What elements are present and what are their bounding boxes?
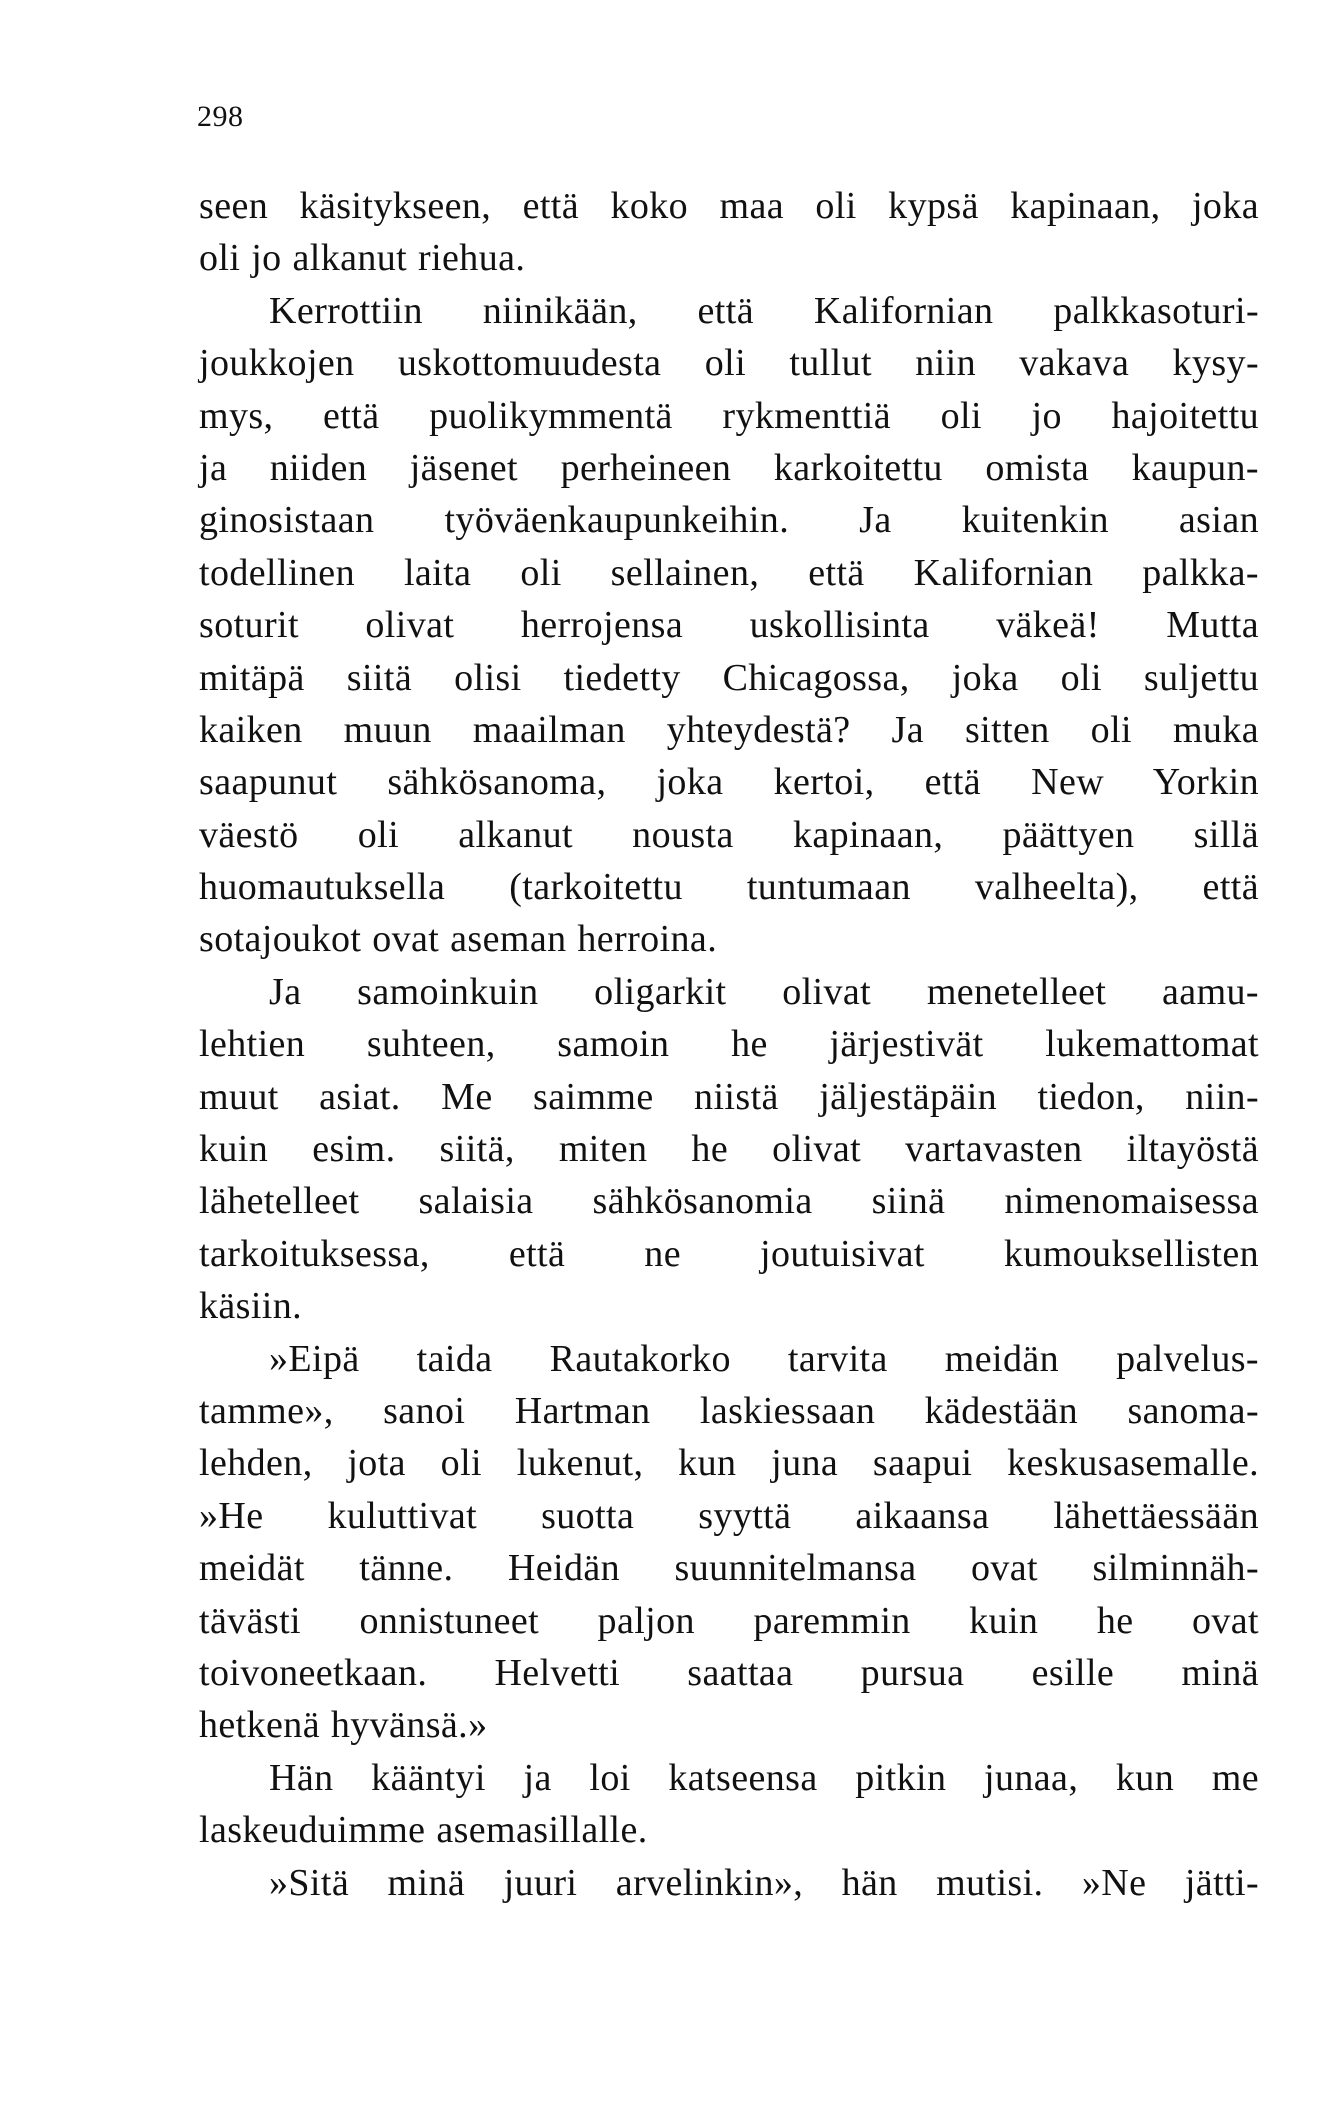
text-line: kaiken muun maailman yhteydestä? Ja sitten oli muka xyxy=(199,708,1259,751)
text-line: oli jo alkanut riehua. xyxy=(199,237,526,280)
text-line: todellinen laita oli sellainen, että Kalifornian palkka- xyxy=(199,551,1259,594)
text-line: lehden, jota oli lukenut, kun juna saapui keskusasemalle. xyxy=(199,1442,1259,1485)
text-line: mitäpä siitä olisi tiedetty Chicagossa, joka oli suljettu xyxy=(199,656,1259,699)
page-number: 298 xyxy=(197,100,244,133)
text-line: tamme», sanoi Hartman laskiessaan kädestään sanoma- xyxy=(199,1389,1259,1432)
text-line: »Eipä taida Rautakorko tarvita meidän palvelus- xyxy=(269,1337,1259,1380)
text-line: toivoneetkaan. Helvetti saattaa pursua esille minä xyxy=(199,1651,1259,1694)
text-line: ja niiden jäsenet perheineen karkoitettu omista kaupun- xyxy=(199,446,1259,489)
text-line: saapunut sähkösanoma, joka kertoi, että New Yorkin xyxy=(199,761,1259,804)
text-line: käsiin. xyxy=(199,1285,303,1328)
text-line: seen käsitykseen, että koko maa oli kypsä kapinaan, joka xyxy=(199,185,1259,227)
text-line: Hän kääntyi ja loi katseensa pitkin junaa, kun me xyxy=(269,1756,1259,1799)
text-line: tarkoituksessa, että ne joutuisivat kumouksellisten xyxy=(199,1232,1259,1275)
text-line: hetkenä hyvänsä.» xyxy=(199,1704,488,1747)
text-line: kuin esim. siitä, miten he olivat vartavasten iltayöstä xyxy=(199,1128,1259,1171)
text-line: väestö oli alkanut nousta kapinaan, päättyen sillä xyxy=(199,813,1259,856)
text-line: »He kuluttivat suotta syyttä aikaansa lähettäessään xyxy=(199,1494,1259,1537)
text-line: soturit olivat herrojensa uskollisinta väkeä! Mutta xyxy=(199,604,1259,647)
text-line: Ja samoinkuin oligarkit olivat menetelleet aamu- xyxy=(269,970,1259,1013)
text-line: meidät tänne. Heidän suunnitelmansa ovat silminnäh- xyxy=(199,1547,1259,1590)
text-line: lähetelleet salaisia sähkösanomia siinä nimenomaisessa xyxy=(199,1180,1259,1223)
text-line: joukkojen uskottomuudesta oli tullut niin vakava kysy- xyxy=(199,342,1259,385)
text-line: Kerrottiin niinikään, että Kalifornian palkkasoturi- xyxy=(269,289,1259,332)
text-line: ginosistaan työväenkaupunkeihin. Ja kuitenkin asian xyxy=(199,499,1259,542)
text-line: muut asiat. Me saimme niistä jäljestäpäin tiedon, niin- xyxy=(199,1075,1259,1118)
text-line: sotajoukot ovat aseman herroina. xyxy=(199,918,718,961)
text-line: lehtien suhteen, samoin he järjestivät lukemattomat xyxy=(199,1023,1259,1066)
text-line: huomautuksella (tarkoitettu tuntumaan valheelta), että xyxy=(199,866,1259,909)
body-text xyxy=(199,180,1259,1909)
text-line: laskeuduimme asemasillalle. xyxy=(199,1809,648,1852)
text-line: mys, että puolikymmentä rykmenttiä oli jo hajoitettu xyxy=(199,394,1259,437)
text-line: tävästi onnistuneet paljon paremmin kuin he ovat xyxy=(199,1599,1259,1642)
text-line: »Sitä minä juuri arvelinkin», hän mutisi. »Ne jätti- xyxy=(269,1861,1259,1904)
